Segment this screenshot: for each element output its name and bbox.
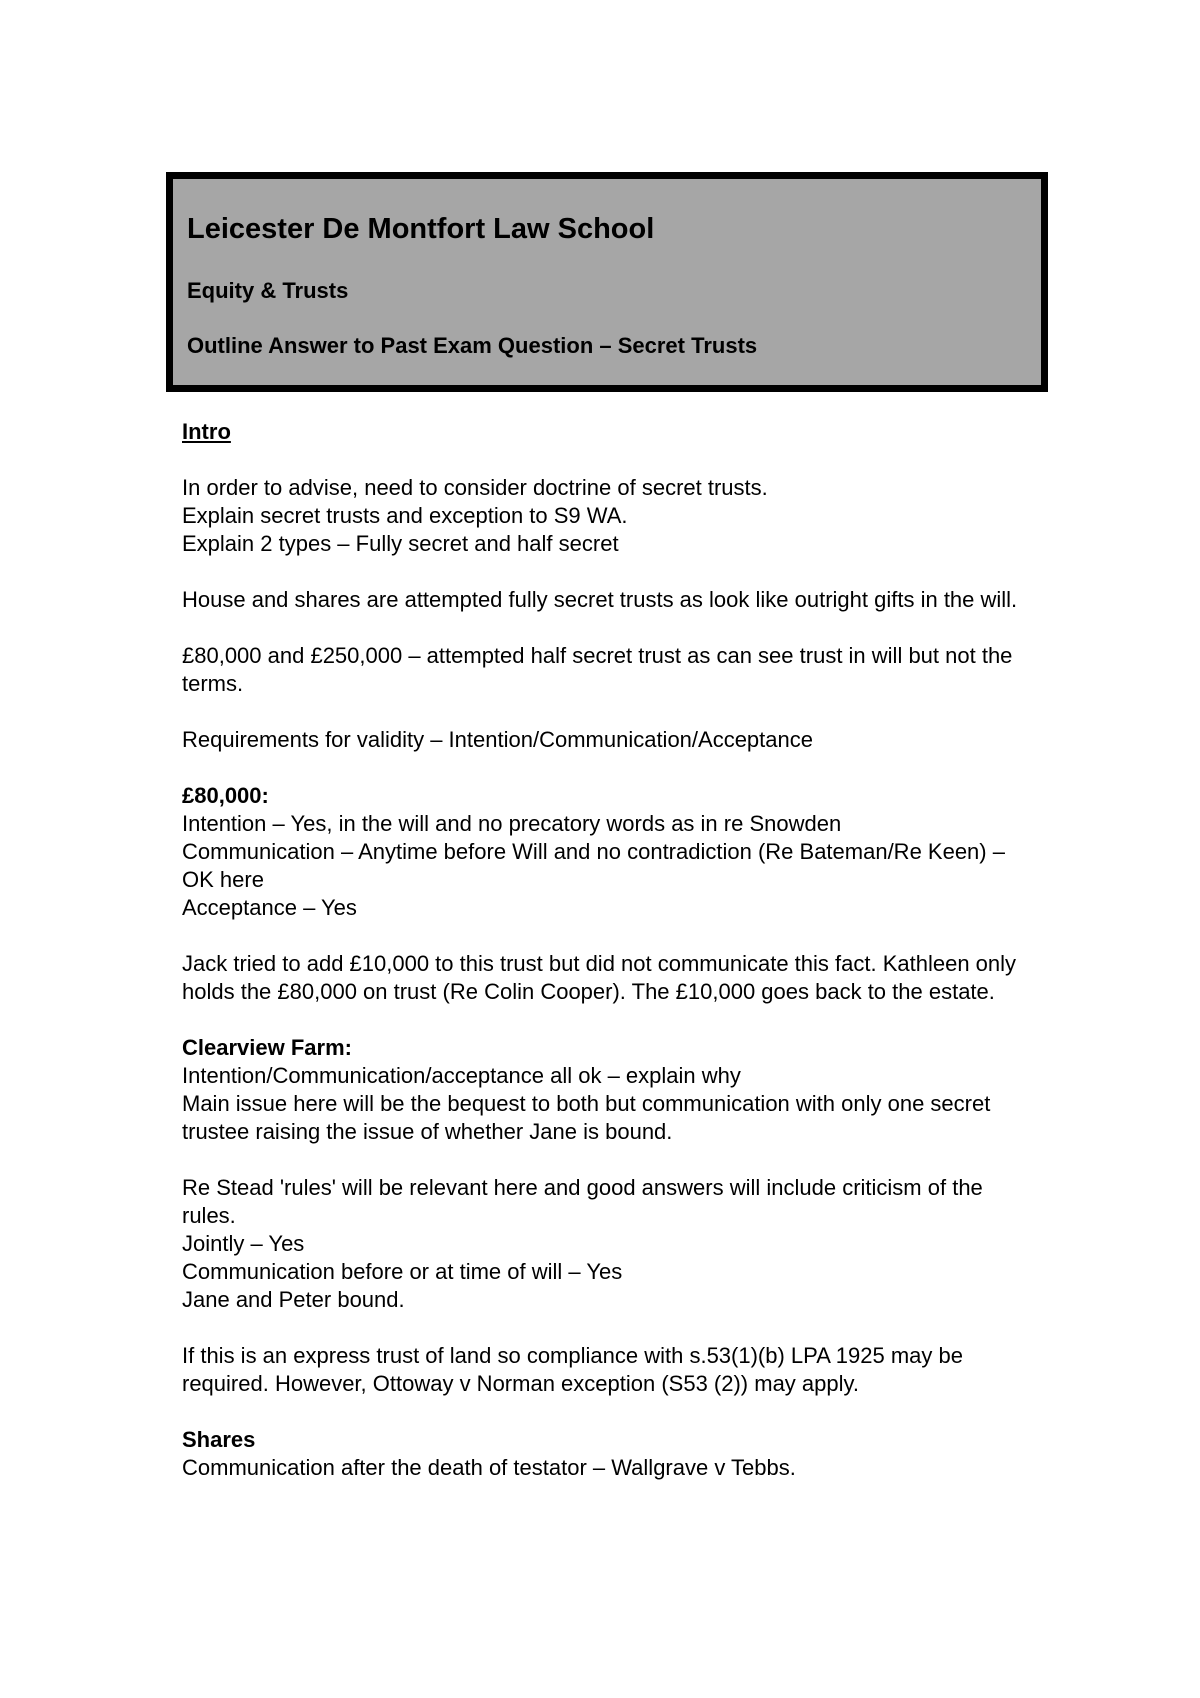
section-farm (182, 1034, 1042, 1146)
section-farm-line: Jane and Peter bound. (182, 1287, 405, 1312)
intro-paragraph-4: Requirements for validity – Intention/Communication/Acceptance (182, 727, 813, 752)
section-farm-line: Re Stead 'rules' will be relevant here and good answers will include criticism of the rules. (182, 1175, 983, 1228)
section-shares-line: Communication after the death of testator – Wallgrave v Tebbs. (182, 1455, 796, 1480)
section-shares-heading: Shares (182, 1427, 256, 1452)
section-farm-paragraph-2 (182, 1174, 1042, 1314)
course-title: Equity & Trusts (187, 278, 349, 303)
section-farm-line: Main issue here will be the bequest to both but communication with only one secret trustee raising the issue of whether Jane is bound. (182, 1091, 991, 1144)
document-body (182, 418, 1042, 1510)
section-shares (182, 1426, 1042, 1482)
school-title: Leicester De Montfort Law School (187, 213, 655, 245)
intro-heading: Intro (182, 419, 231, 444)
section-farm-line: Communication before or at time of will – Yes (182, 1259, 623, 1284)
intro-paragraph-3: £80,000 and £250,000 – attempted half secret trust as can see trust in will but not the terms. (182, 643, 1013, 696)
header-box (166, 172, 1048, 392)
section-farm-paragraph-3: If this is an express trust of land so compliance with s.53(1)(b) LPA 1925 may be required. However, Ottoway v Norman exception (S53 (2)) may apply. (182, 1343, 963, 1396)
intro-paragraph-2: House and shares are attempted fully secret trusts as look like outright gifts in the will. (182, 587, 1018, 612)
section-farm-line: Intention/Communication/acceptance all ok – explain why (182, 1063, 741, 1088)
intro-heading-block (182, 418, 1042, 446)
section-80000-line: Acceptance – Yes (182, 895, 357, 920)
section-80000-line: Intention – Yes, in the will and no precatory words as in re Snowden (182, 811, 842, 836)
section-farm-line: Jointly – Yes (182, 1231, 305, 1256)
section-80000 (182, 782, 1042, 922)
intro-line: In order to advise, need to consider doctrine of secret trusts. (182, 475, 768, 500)
section-80000-paragraph-2: Jack tried to add £10,000 to this trust but did not communicate this fact. Kathleen only holds the £80,000 on trust (Re Colin Cooper). The £10,000 goes back to the estate. (182, 951, 1017, 1004)
intro-line: Explain 2 types – Fully secret and half secret (182, 531, 619, 556)
section-80000-heading: £80,000: (182, 783, 269, 808)
section-80000-line: Communication – Anytime before Will and no contradiction (Re Bateman/Re Keen) – OK here (182, 839, 1005, 892)
section-farm-heading: Clearview Farm: (182, 1035, 352, 1060)
intro-line: Explain secret trusts and exception to S9 WA. (182, 503, 628, 528)
intro-paragraph-1 (182, 474, 1042, 558)
document-description: Outline Answer to Past Exam Question – Secret Trusts (187, 333, 758, 358)
